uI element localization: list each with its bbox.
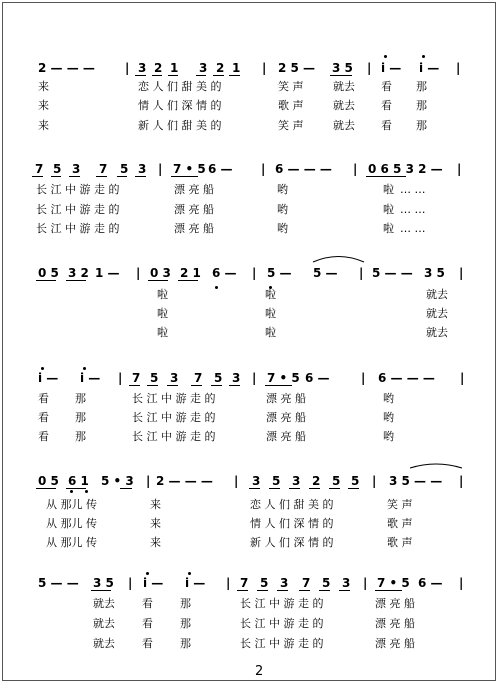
lyric-text: 恋 人 们 甜 美 的 — [250, 498, 334, 511]
lyric-line — [0, 637, 500, 658]
lyric-text: 哟 — [383, 430, 394, 443]
lyric-text: 从 那儿 传 — [46, 517, 97, 530]
note-group: 1 — — [95, 266, 120, 280]
note-group: 5 — [214, 371, 223, 385]
lyric-text: 看 — [142, 617, 153, 630]
lyric-text: 漂 亮 船 — [375, 617, 415, 630]
barline: | — [261, 162, 266, 176]
note-group: 5 — — [267, 266, 292, 280]
barline: | — [118, 371, 123, 385]
lyric-text: 来 — [150, 517, 161, 530]
note-group: 5 — — — [372, 266, 413, 280]
lyric-text: 啦 — [157, 326, 168, 339]
lyric-text: 啦 — [157, 288, 168, 301]
note-group: 1 — [232, 61, 241, 75]
lyric-text: 看 — [38, 411, 49, 424]
lyric-text: 漂 亮 船 — [266, 430, 306, 443]
barline: | — [372, 474, 377, 488]
lyric-text: 长 江 中 游 走 的 — [132, 430, 216, 443]
note-group: 5 — [272, 474, 281, 488]
lyric-text: 情 人 们 深 情 的 — [138, 99, 222, 112]
note-group: 2 — [312, 474, 321, 488]
lyric-text: 歌 声 — [278, 99, 304, 112]
note-group: 7 • 5 — [173, 162, 206, 176]
note-group: 7 — [194, 371, 203, 385]
note-group: i — — [185, 576, 206, 590]
barline: | — [136, 266, 141, 280]
note-group: 3 — [72, 162, 81, 176]
lyric-text: 长 江 中 游 走 的 — [132, 411, 216, 424]
lyric-text: 那 — [180, 617, 191, 630]
lyric-text: 漂 亮 船 — [266, 411, 306, 424]
lyric-text: 从 那儿 传 — [46, 536, 97, 549]
lyric-text: 就去 — [93, 597, 115, 610]
lyric-text: 看 — [381, 80, 392, 93]
lyric-line — [0, 536, 500, 557]
barline: | — [226, 576, 231, 590]
lyric-text: 哟 — [383, 392, 394, 405]
note-group: 3 2 — [68, 266, 89, 280]
note-group: 2 — [216, 61, 225, 75]
barline: | — [361, 371, 366, 385]
lyric-text: 来 — [38, 119, 49, 132]
note-group: 5 — [150, 371, 159, 385]
lyric-text: 漂 亮 船 — [174, 183, 214, 196]
barline: | — [353, 162, 358, 176]
eighth-note-underline — [319, 590, 330, 591]
note-group: 3 — [252, 474, 261, 488]
note-group: 2 — — — — [156, 474, 213, 488]
note-group: 5 — [260, 576, 269, 590]
note-group: 5 • 3 — [101, 474, 134, 488]
note-group: i — — [419, 61, 440, 75]
lyric-text: 笑 声 — [387, 498, 413, 511]
eighth-note-underline — [339, 590, 350, 591]
lyric-text: 那 — [416, 99, 427, 112]
note-group: 3 — [342, 576, 351, 590]
lyric-text: 啦 — [265, 288, 276, 301]
note-group: 6 — — — — [378, 371, 435, 385]
note-group: 5 — [322, 576, 331, 590]
lyric-text: 啦 — [383, 222, 394, 235]
barline: | — [252, 371, 257, 385]
lyric-text: … … — [400, 222, 426, 235]
barline: | — [459, 474, 464, 488]
barline: | — [460, 371, 465, 385]
note-group: 7 — [240, 576, 249, 590]
notation-line — [0, 576, 500, 596]
note-group: 3 — [280, 576, 289, 590]
barline: | — [363, 576, 368, 590]
lyric-text: 漂 亮 船 — [375, 637, 415, 650]
lyric-text: 长 江 中 游 走 的 — [36, 183, 120, 196]
note-group: 7 — [35, 162, 44, 176]
lyric-text: 笑 声 — [278, 119, 304, 132]
eighth-note-underline — [257, 590, 268, 591]
lyric-text: 漂 亮 船 — [174, 203, 214, 216]
note-group: 0 6 5 3 2 — — [368, 162, 443, 176]
note-group: 6 — — [208, 162, 233, 176]
lyric-text: 长 江 中 游 走 的 — [132, 392, 216, 405]
note-group: 3 — [232, 371, 241, 385]
lyric-text: 笑 声 — [278, 80, 304, 93]
lyric-line — [0, 617, 500, 638]
eighth-note-underline — [299, 590, 310, 591]
note-group: 3 5 — [424, 266, 445, 280]
lyric-text: 长 江 中 游 走 的 — [36, 203, 120, 216]
barline: | — [459, 576, 464, 590]
note-group: 5 — [332, 474, 341, 488]
barline: | — [234, 474, 239, 488]
lyric-text: 漂 亮 船 — [174, 222, 214, 235]
eighth-note-underline — [91, 590, 111, 591]
barline: | — [252, 266, 257, 280]
lyric-text: 就去 — [426, 307, 448, 320]
lyric-text: 哟 — [383, 411, 394, 424]
barline: | — [457, 162, 462, 176]
barline: | — [125, 61, 130, 75]
note-group: 6 — — [305, 371, 330, 385]
barline: | — [158, 162, 163, 176]
barline: | — [146, 474, 151, 488]
lyric-text: 哟 — [277, 203, 288, 216]
eighth-note-underline — [277, 590, 288, 591]
lyric-line — [0, 597, 500, 618]
lyric-text: 啦 — [265, 307, 276, 320]
lyric-text: 那 — [180, 597, 191, 610]
note-group: 6 — — [418, 576, 443, 590]
lyric-text: 啦 — [265, 326, 276, 339]
lyric-text: 情 人 们 深 情 的 — [250, 517, 334, 530]
lyric-text: 那 — [180, 637, 191, 650]
lyric-text: … … — [400, 183, 426, 196]
lyric-text: 看 — [142, 637, 153, 650]
lyric-text: 看 — [38, 430, 49, 443]
note-group: i — — [38, 371, 59, 385]
note-group: 5 — [351, 474, 360, 488]
lyric-text: 来 — [38, 80, 49, 93]
note-group: 0 5 — [38, 266, 59, 280]
note-group: 3 — [138, 61, 147, 75]
lyric-text: 来 — [150, 498, 161, 511]
lyric-text: 漂 亮 船 — [266, 392, 306, 405]
note-group: 7 — [99, 162, 108, 176]
lyric-text: 就去 — [333, 99, 355, 112]
lyric-text: 就去 — [333, 119, 355, 132]
lyric-text: 新 人 们 深 情 的 — [250, 536, 334, 549]
lyric-text: 哟 — [277, 222, 288, 235]
barline: | — [456, 61, 461, 75]
note-group: 6 — — — — [275, 162, 332, 176]
note-group: 7 — [132, 371, 141, 385]
barline: | — [128, 576, 133, 590]
note-group: 2 — [154, 61, 163, 75]
lyric-text: 那 — [75, 430, 86, 443]
lyric-text: 看 — [381, 99, 392, 112]
note-group: 7 — [302, 576, 311, 590]
note-group: i — — [80, 371, 101, 385]
note-group: 0 3 — [150, 266, 171, 280]
lyric-text: 哟 — [277, 183, 288, 196]
lyric-text: 恋 人 们 甜 美 的 — [138, 80, 222, 93]
note-group: 2 — — — — [38, 61, 95, 75]
lyric-text: 看 — [38, 392, 49, 405]
lyric-text: 就去 — [93, 617, 115, 630]
octave-dot — [146, 572, 149, 575]
lyric-text: 那 — [75, 411, 86, 424]
octave-dot — [188, 572, 191, 575]
note-group: 0 5 — [38, 474, 59, 488]
note-group: 3 — [199, 61, 208, 75]
lyric-text: 啦 — [383, 183, 394, 196]
note-group: i — — [381, 61, 402, 75]
note-group: 3 5 — [332, 61, 353, 75]
note-group: 3 — [170, 371, 179, 385]
barline: | — [359, 266, 364, 280]
barline: | — [262, 61, 267, 75]
note-group: 7 • 5 — [267, 371, 300, 385]
lyric-text: 来 — [150, 536, 161, 549]
page-number: 2 — [255, 664, 264, 679]
note-group: 5 — [120, 162, 129, 176]
lyric-text: 长 江 中 游 走 的 — [240, 617, 324, 630]
lyric-text: 就去 — [426, 326, 448, 339]
note-group: i — — [143, 576, 164, 590]
lyric-text: 那 — [416, 80, 427, 93]
note-group: 2 5 — — [278, 61, 316, 75]
lyric-text: … … — [400, 203, 426, 216]
barline: | — [367, 61, 372, 75]
lyric-text: 就去 — [333, 80, 355, 93]
lyric-text: 看 — [381, 119, 392, 132]
note-group: 6 — — [212, 266, 237, 280]
lyric-text: 来 — [38, 99, 49, 112]
lyric-text: 就去 — [93, 637, 115, 650]
note-group: 7 • 5 — [377, 576, 410, 590]
note-group: 5 — — — [38, 576, 79, 590]
note-group: 3 5 — — — [389, 474, 443, 488]
lyric-text: 长 江 中 游 走 的 — [36, 222, 120, 235]
note-group: 6 1 — [68, 474, 89, 488]
lyric-text: 看 — [142, 597, 153, 610]
lyric-text: 歌 声 — [387, 536, 413, 549]
lyric-text: 啦 — [383, 203, 394, 216]
note-group: 3 — [138, 162, 147, 176]
note-group: 3 — [292, 474, 301, 488]
lyric-text: 歌 声 — [387, 517, 413, 530]
lyric-text: 长 江 中 游 走 的 — [240, 597, 324, 610]
lyric-text: 漂 亮 船 — [375, 597, 415, 610]
lyric-text: 就去 — [426, 288, 448, 301]
note-group: 2 1 — [180, 266, 201, 280]
eighth-note-underline — [375, 590, 402, 591]
lyric-text: 新 人 们 甜 美 的 — [138, 119, 222, 132]
note-group: 5 — — [313, 266, 338, 280]
note-group: 5 — [53, 162, 62, 176]
lyric-text: 啦 — [157, 307, 168, 320]
lyric-text: 那 — [75, 392, 86, 405]
note-group: 3 5 — [93, 576, 114, 590]
lyric-text: 那 — [416, 119, 427, 132]
eighth-note-underline — [237, 590, 248, 591]
note-group: 1 — [170, 61, 179, 75]
lyric-text: 长 江 中 游 走 的 — [240, 637, 324, 650]
barline: | — [459, 266, 464, 280]
lyric-text: 从 那儿 传 — [46, 498, 97, 511]
